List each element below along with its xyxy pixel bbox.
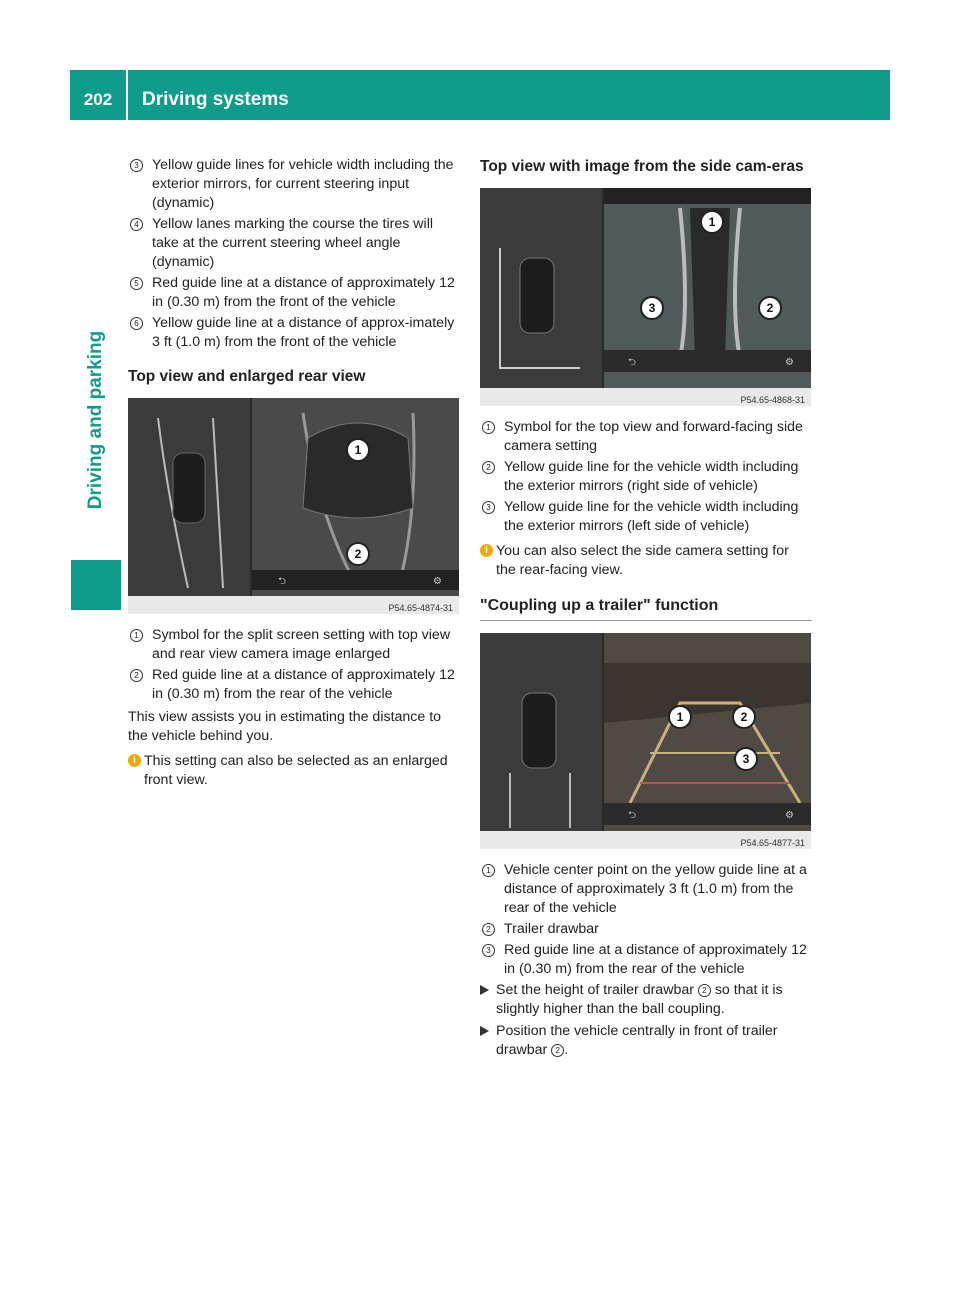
paragraph: This view assists you in estimating the distance to the vehicle behind you. <box>128 709 442 744</box>
item-number: 1 <box>482 421 495 434</box>
item-number: 5 <box>130 277 143 290</box>
info-text: This setting can also be selected as an enlarged front view. <box>144 753 448 788</box>
svg-text:⚙: ⚙ <box>785 357 794 368</box>
step-arrow-icon <box>480 1026 489 1036</box>
step-text-before: Position the vehicle centrally in front of trailer drawbar <box>496 1023 778 1058</box>
item-number: 2 <box>482 461 495 474</box>
camera-figure-side <box>480 188 811 406</box>
callout-3: 3 <box>734 747 758 771</box>
figure-code: P54.65-4868-31 <box>740 395 805 405</box>
camera-figure-trailer <box>480 633 811 849</box>
figure-code: P54.65-4874-31 <box>388 603 453 613</box>
item-text: Symbol for the top view and forward-facing side camera setting <box>504 419 803 454</box>
info-icon: i <box>480 544 493 557</box>
item-text: Symbol for the split screen setting with top view and rear view camera image enlarged <box>152 627 451 662</box>
list-item <box>480 941 812 979</box>
section-tab <box>71 290 121 550</box>
inline-callout: 2 <box>551 1044 564 1057</box>
step-arrow-icon <box>480 985 489 995</box>
section-heading: "Coupling up a trailer" function <box>480 596 812 621</box>
info-icon: i <box>128 754 141 767</box>
right-column <box>480 156 812 1063</box>
svg-text:⮌: ⮌ <box>628 810 637 821</box>
item-number: 3 <box>482 501 495 514</box>
instruction-step <box>480 1022 812 1060</box>
section-marker <box>71 560 121 610</box>
item-text: Red guide line at a distance of approximately 12 in (0.30 m) from the rear of the vehicle <box>504 942 807 977</box>
header-divider <box>126 70 128 120</box>
svg-text:⮌: ⮌ <box>628 357 637 368</box>
item-number: 3 <box>482 944 495 957</box>
item-number: 3 <box>130 159 143 172</box>
callout-1: 1 <box>668 705 692 729</box>
item-number: 2 <box>482 923 495 936</box>
list-item <box>480 458 812 496</box>
item-number: 1 <box>482 864 495 877</box>
page-number: 202 <box>83 90 113 109</box>
item-text: Vehicle center point on the yellow guide line at a distance of approximately 3 ft (1.0 m) from the rear of the vehicle <box>504 862 807 916</box>
item-number: 2 <box>130 669 143 682</box>
item-text: Yellow guide line at a distance of approx-imately 3 ft (1.0 m) from the front of the vehicle <box>152 315 455 350</box>
figure-code-strip <box>480 388 811 406</box>
list-item <box>128 626 460 664</box>
step-text-after: so that it is slightly higher than the ball coupling. <box>496 982 783 1017</box>
list-item <box>128 666 460 704</box>
item-text: Yellow guide line for the vehicle width including the exterior mirrors (right side of vehicle) <box>504 459 799 494</box>
inline-callout: 2 <box>698 984 711 997</box>
left-column <box>128 156 460 796</box>
list-item <box>480 920 812 939</box>
list-item <box>480 418 812 456</box>
camera-image <box>128 398 459 614</box>
figure-code: P54.65-4877-31 <box>740 838 805 848</box>
svg-text:⚙: ⚙ <box>785 810 794 821</box>
step-text-after: . <box>564 1042 569 1058</box>
item-text: Yellow lanes marking the course the tires will take at the current steering wheel angle (dynamic) <box>152 216 433 270</box>
item-number: 6 <box>130 317 143 330</box>
instruction-step <box>480 981 812 1019</box>
callout-2: 2 <box>346 542 370 566</box>
section-heading: Top view and enlarged rear view <box>128 368 366 385</box>
info-text: You can also select the side camera setting for the rear-facing view. <box>496 543 789 578</box>
info-note <box>480 542 812 580</box>
callout-2: 2 <box>732 705 756 729</box>
item-text: Red guide line at a distance of approximately 12 in (0.30 m) from the front of the vehicle <box>152 275 455 310</box>
callout-1: 1 <box>700 210 724 234</box>
camera-figure-rear <box>128 398 459 614</box>
list-item <box>480 861 812 918</box>
page-title: Driving systems <box>142 89 289 110</box>
step-text-before: Set the height of trailer drawbar <box>496 982 698 998</box>
item-text: Yellow guide line for the vehicle width including the exterior mirrors (left side of vehicle) <box>504 499 799 534</box>
callout-1: 1 <box>346 438 370 462</box>
list-item <box>128 314 460 352</box>
list-item <box>480 498 812 536</box>
camera-image <box>480 633 811 849</box>
list-item <box>128 156 460 213</box>
callout-3: 3 <box>640 296 664 320</box>
svg-text:⮌: ⮌ <box>278 576 287 587</box>
section-heading: Top view with image from the side cam-eras <box>480 158 804 175</box>
item-text: Yellow guide lines for vehicle width including the exterior mirrors, for current steering input (dynamic) <box>152 157 454 211</box>
callout-2: 2 <box>758 296 782 320</box>
info-note <box>128 752 460 790</box>
item-text: Trailer drawbar <box>504 921 599 937</box>
list-item <box>128 215 460 272</box>
figure-code-strip <box>480 831 811 849</box>
list-item <box>128 274 460 312</box>
section-tab-label: Driving and parking <box>85 330 106 510</box>
item-number: 1 <box>130 629 143 642</box>
svg-text:⚙: ⚙ <box>433 576 442 587</box>
figure-code-strip <box>128 596 459 614</box>
item-text: Red guide line at a distance of approximately 12 in (0.30 m) from the rear of the vehicle <box>152 667 455 702</box>
item-number: 4 <box>130 218 143 231</box>
